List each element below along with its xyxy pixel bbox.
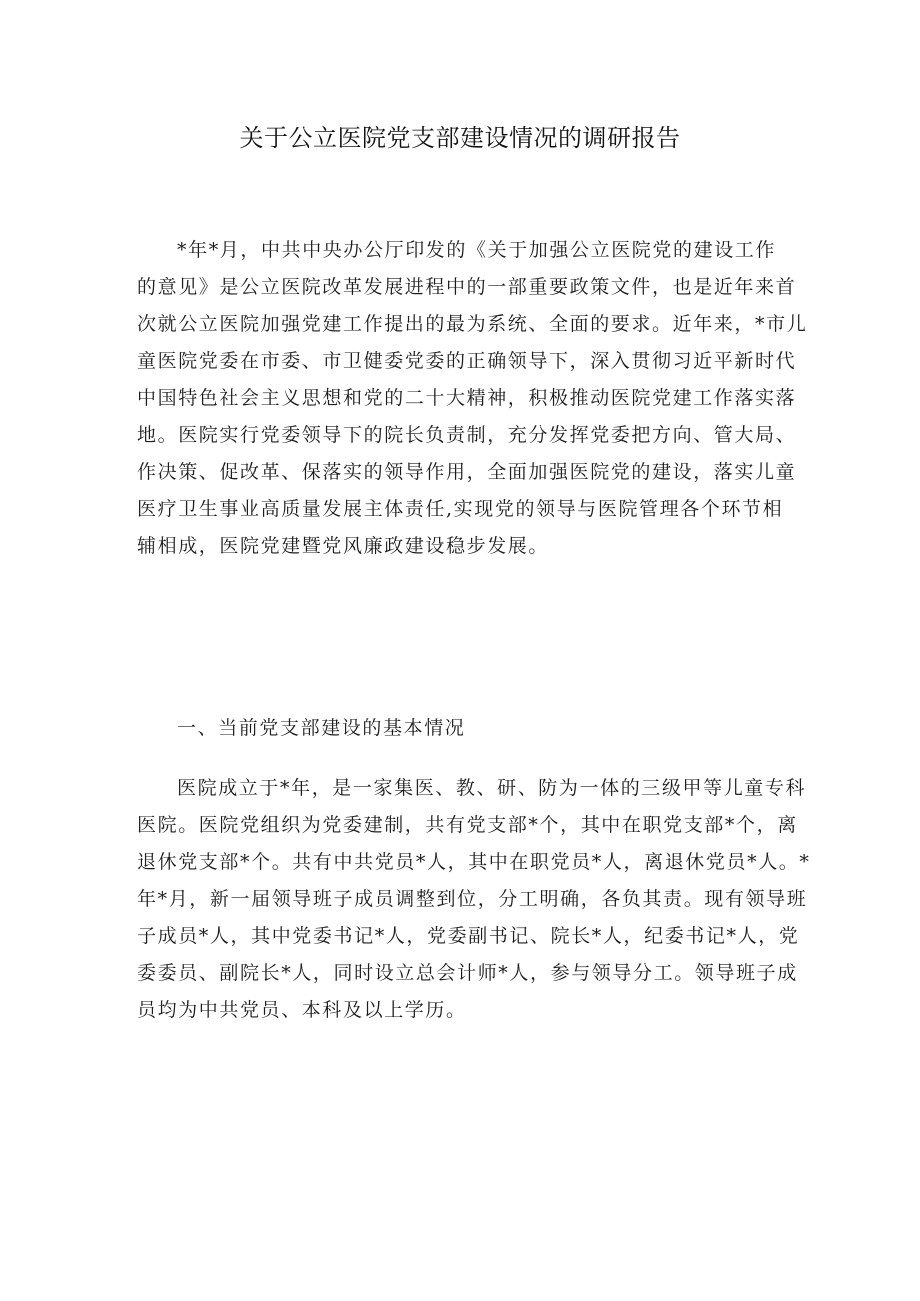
paragraph-2: [137, 770, 811, 1029]
section-heading-text: 一、当前党支部建设的基本情况: [177, 717, 466, 739]
paragraph-line: 退休党支部*个。共有中共党员*人，其中在职党员*人，离退休党员*人。*: [137, 851, 811, 873]
paragraph-line: 中国特色社会主义思想和党的二十大精神，积极推动医院党建工作落实落: [137, 387, 797, 409]
paragraph-line: 作决策、促改革、保落实的领导作用，全面加强医院党的建设，落实儿童: [137, 461, 797, 483]
paragraph-line: 的意见》是公立医院改革发展进程中的一部重要政策文件，也是近年来首: [137, 276, 797, 298]
paragraph-line: 医院成立于*年，是一家集医、教、研、防为一体的三级甲等儿童专科: [177, 777, 807, 799]
paragraph-line: 年*月，新一届领导班子成员调整到位，分工明确，各负其责。现有领导班: [137, 888, 808, 910]
paragraph-line: 医院。医院党组织为党委建制，共有党支部*个，其中在职党支部*个，离: [137, 814, 798, 836]
paragraph-line: 子成员*人，其中党委书记*人，党委副书记、院长*人，纪委书记*人，党: [137, 925, 800, 947]
paragraph-line: 童医院党委在市委、市卫健委党委的正确领导下，深入贯彻习近平新时代: [137, 350, 797, 372]
paragraph-line: 次就公立医院加强党建工作提出的最为系统、全面的要求。近年来，*市儿: [137, 313, 808, 335]
paragraph-line: 地。医院实行党委领导下的院长负责制，充分发挥党委把方向、管大局、: [137, 424, 797, 446]
paragraph-1: [137, 232, 808, 565]
section-heading: [137, 710, 787, 747]
document-title: 关于公立医院党支部建设情况的调研报告: [239, 124, 681, 152]
paragraph-line: 员均为中共党员、本科及以上学历。: [137, 999, 467, 1021]
paragraph-line: 委委员、副院长*人，同时设立总会计师*人，参与领导分工。领导班子成: [137, 962, 798, 984]
paragraph-line: 医疗卫生事业高质量发展主体责任,实现党的领导与医院管理各个环节相: [137, 498, 784, 520]
paragraph-line: 辅相成，医院党建暨党风廉政建设稳步发展。: [137, 535, 550, 557]
paragraph-line: *年*月，中共中央办公厅印发的《关于加强公立医院党的建设工作: [177, 239, 777, 261]
